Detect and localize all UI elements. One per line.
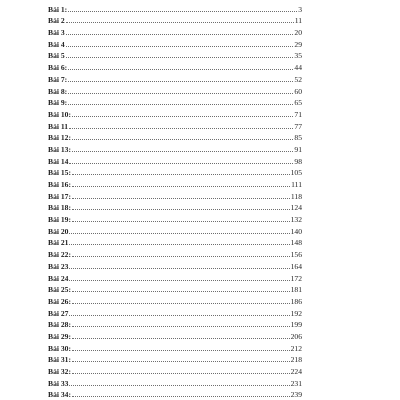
toc-entry[interactable] [48, 37, 302, 49]
toc-entry-label: Bài 28: [48, 320, 71, 330]
toc-entry[interactable] [48, 177, 302, 189]
dot-leader [68, 80, 293, 82]
toc-entry-page-number: 172 [290, 273, 302, 283]
toc-entry-page-number: 77 [294, 121, 302, 131]
dot-leader [72, 325, 290, 327]
toc-entry[interactable] [48, 60, 302, 72]
toc-entry-label: Bài 19: [48, 215, 71, 225]
toc-entry[interactable] [48, 107, 302, 119]
toc-entry[interactable] [48, 224, 302, 236]
toc-entry-page-number: 52 [294, 74, 302, 84]
dot-leader [72, 360, 290, 362]
toc-entry-label: Bài 1: [48, 4, 68, 14]
toc-entry[interactable] [48, 14, 302, 26]
toc-entry-page-number: 98 [294, 156, 302, 166]
toc-entry-page-number: 181 [290, 285, 302, 295]
toc-entry-label: Bài 21 [48, 238, 69, 248]
toc-entry-page-number: 124 [290, 203, 302, 213]
dot-leader [69, 127, 293, 129]
toc-entry[interactable] [48, 341, 302, 353]
toc-entry-label: Bài 4 [48, 39, 65, 49]
toc-entry-page-number: 71 [294, 109, 302, 119]
dot-leader [66, 33, 294, 35]
toc-entry-label: Bài 24 [48, 273, 69, 283]
dot-leader [69, 267, 289, 269]
toc-entry-label: Bài 29: [48, 331, 71, 341]
toc-entry-label: Bài 16: [48, 180, 71, 189]
dot-leader [72, 208, 290, 210]
toc-entry[interactable] [48, 259, 302, 271]
toc-entry-label: Bài 22: [48, 250, 71, 260]
dot-leader [72, 185, 290, 187]
dot-leader [72, 173, 290, 175]
toc-entry-page-number: 224 [290, 367, 302, 376]
toc-entry-page-number: 164 [290, 261, 302, 271]
toc-entry[interactable] [48, 72, 302, 84]
toc-entry[interactable] [48, 25, 302, 37]
toc-entry-label: Bài 14 [48, 156, 69, 166]
toc-entry-page-number: 231 [290, 378, 302, 388]
dot-leader [69, 314, 289, 316]
toc-entry-label: Bài 18: [48, 203, 71, 213]
toc-entry-page-number: 186 [290, 296, 302, 306]
toc-entry[interactable] [48, 131, 302, 143]
toc-entry-label: Bài 10: [48, 109, 71, 119]
dot-leader [72, 290, 290, 292]
toc-entry-label: Bài 2 [48, 16, 65, 26]
toc-entry-page-number: 140 [290, 226, 302, 236]
toc-entry-page-number: 111 [291, 180, 302, 189]
toc-entry[interactable] [48, 96, 302, 108]
toc-entry[interactable] [48, 294, 302, 306]
dot-leader [69, 232, 289, 234]
toc-entry-page-number: 206 [290, 331, 302, 341]
toc-entry[interactable] [48, 201, 302, 213]
toc-entry-label: Bài 9: [48, 98, 68, 108]
dot-leader [68, 10, 297, 12]
toc-entry[interactable] [48, 364, 302, 376]
toc-entry-page-number: 44 [294, 63, 302, 73]
dot-leader [66, 45, 294, 47]
toc-entry-label: Bài 3 [48, 28, 65, 38]
dot-leader [72, 220, 290, 222]
dot-leader [66, 56, 294, 58]
toc-entry-label: Bài 32: [48, 367, 71, 376]
toc-entry-label: Bài 20 [48, 226, 69, 236]
toc-entry[interactable] [48, 353, 302, 365]
toc-entry-label: Bài 6: [48, 63, 68, 73]
toc-entry-page-number: 3 [298, 4, 302, 14]
dot-leader [68, 103, 293, 105]
toc-entry[interactable] [48, 376, 302, 388]
toc-entry[interactable] [48, 142, 302, 154]
toc-entry[interactable] [48, 329, 302, 341]
toc-entry-label: Bài 15: [48, 168, 71, 178]
toc-entry-label: Bài 26: [48, 296, 71, 306]
toc-entry[interactable] [48, 119, 302, 131]
toc-entry-page-number: 29 [294, 39, 302, 49]
dot-leader [72, 115, 293, 117]
toc-entry[interactable] [48, 271, 302, 283]
toc-entry-page-number: 105 [290, 168, 302, 178]
toc-entry-label: Bài 8: [48, 86, 68, 96]
toc-entry[interactable] [48, 2, 302, 14]
toc-entry-label: Bài 27 [48, 308, 69, 318]
dot-leader [69, 243, 289, 245]
toc-entry-label: Bài 23 [48, 261, 69, 271]
toc-entry[interactable] [48, 166, 302, 178]
dot-leader [72, 302, 290, 304]
toc-entry-page-number: 192 [290, 308, 302, 318]
toc-entry-label: Bài 17: [48, 191, 71, 201]
toc-entry[interactable] [48, 388, 302, 400]
toc-entry-label: Bài 34: [48, 390, 71, 400]
table-of-contents [48, 2, 302, 400]
dot-leader [72, 337, 290, 339]
toc-entry-page-number: 132 [290, 215, 302, 225]
toc-entry[interactable] [48, 236, 302, 248]
dot-leader [72, 255, 290, 257]
dot-leader [68, 92, 293, 94]
toc-entry-label: Bài 33 [48, 378, 69, 388]
toc-entry-page-number: 199 [290, 320, 302, 330]
toc-entry-label: Bài 12: [48, 133, 71, 143]
toc-entry-label: Bài 31: [48, 355, 71, 365]
toc-entry-label: Bài 13: [48, 144, 71, 154]
toc-entry-page-number: 60 [294, 86, 302, 96]
toc-entry-page-number: 11 [294, 16, 302, 26]
dot-leader [72, 395, 290, 397]
dot-leader [72, 150, 293, 152]
toc-entry-label: Bài 11 [48, 121, 69, 131]
dot-leader [66, 21, 294, 23]
toc-entry-page-number: 218 [290, 355, 302, 365]
toc-entry-page-number: 156 [290, 250, 302, 260]
toc-entry-page-number: 239 [290, 390, 302, 400]
toc-entry[interactable] [48, 189, 302, 201]
toc-entry[interactable] [48, 318, 302, 330]
toc-entry[interactable] [48, 49, 302, 61]
dot-leader [69, 279, 289, 281]
toc-entry[interactable] [48, 306, 302, 318]
dot-leader [72, 197, 290, 199]
toc-entry-page-number: 85 [294, 133, 302, 143]
toc-entry-label: Bài 30: [48, 343, 71, 353]
toc-entry-label: Bài 5 [48, 51, 65, 61]
toc-entry-label: Bài 25: [48, 285, 71, 295]
toc-entry-page-number: 65 [294, 98, 302, 108]
dot-leader [72, 138, 293, 140]
toc-entry[interactable] [48, 283, 302, 295]
dot-leader [69, 384, 289, 386]
dot-leader [69, 162, 293, 164]
toc-entry-page-number: 212 [290, 343, 302, 353]
toc-entry[interactable] [48, 212, 302, 224]
toc-entry-page-number: 148 [290, 238, 302, 248]
toc-entry-page-number: 20 [294, 28, 302, 38]
toc-entry-page-number: 35 [294, 51, 302, 61]
toc-entry[interactable] [48, 84, 302, 96]
dot-leader [68, 68, 293, 70]
toc-entry-page-number: 91 [294, 144, 302, 154]
dot-leader [72, 349, 290, 351]
toc-entry-label: Bài 7: [48, 74, 68, 84]
toc-entry[interactable] [48, 247, 302, 259]
toc-entry[interactable] [48, 154, 302, 166]
dot-leader [72, 372, 290, 374]
toc-entry-page-number: 118 [290, 191, 302, 201]
